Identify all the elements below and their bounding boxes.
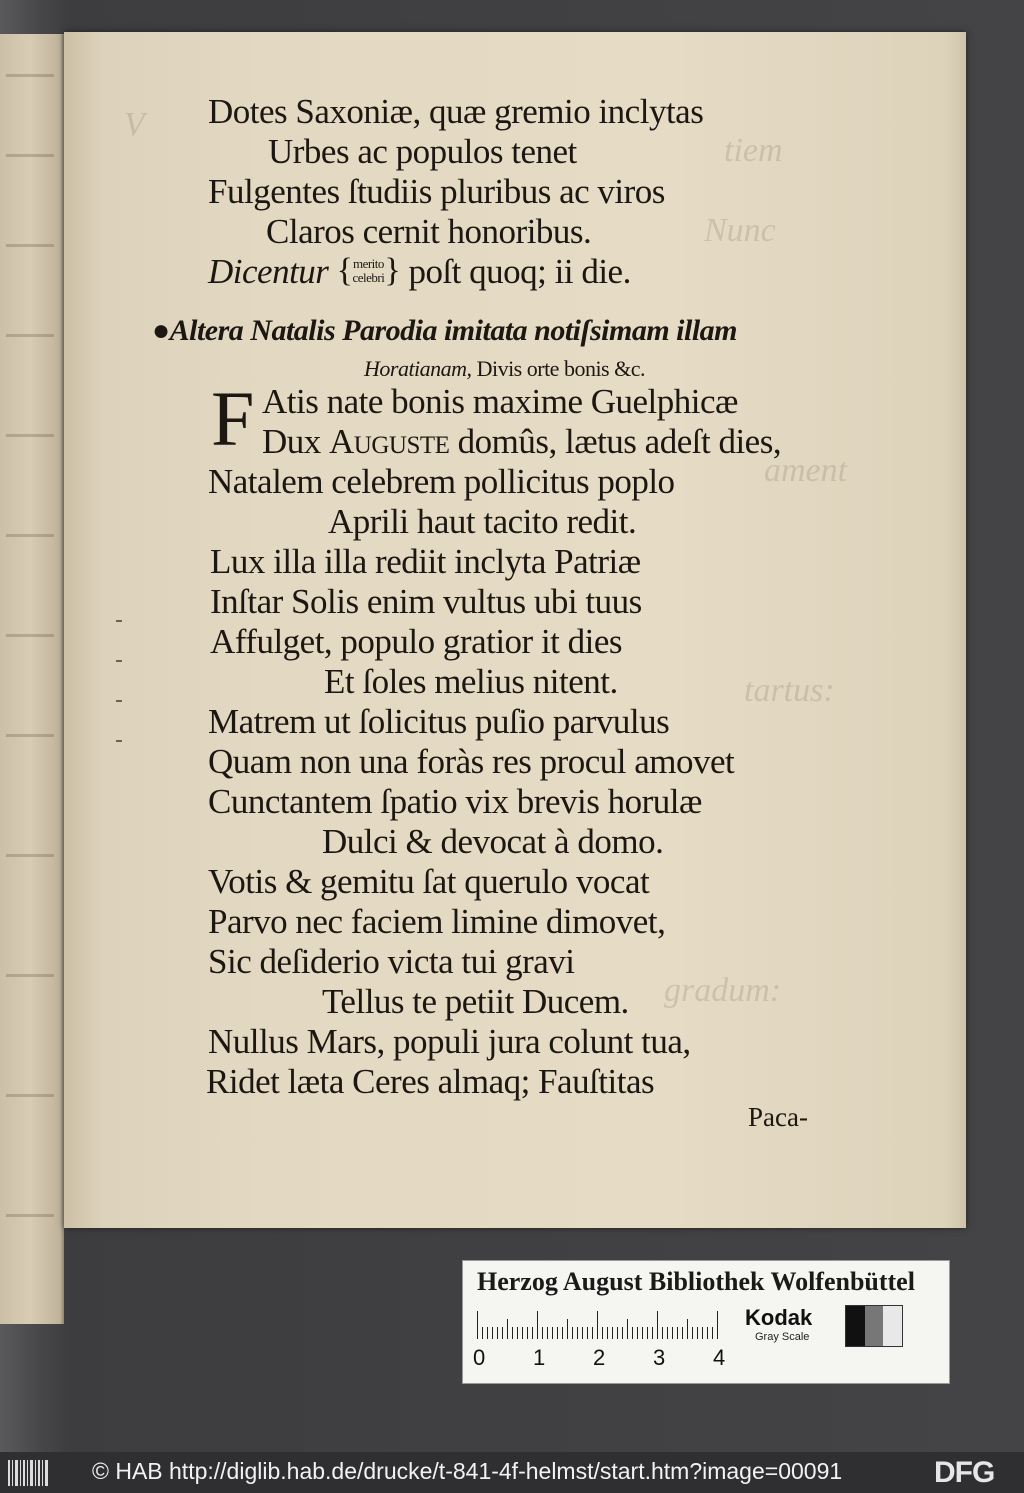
catchword: Paca- — [748, 1102, 808, 1132]
poem-line: Urbes ac populos tenet — [268, 132, 577, 171]
heading-bullet-icon: ● — [152, 314, 170, 347]
ruler-tick — [642, 1327, 643, 1339]
ruler-tick — [697, 1327, 698, 1339]
ruler-tick — [582, 1327, 583, 1339]
ruler-tick — [682, 1327, 683, 1339]
dicentur-end: poſt quoq; ii die. — [408, 252, 631, 291]
ruler-tick — [637, 1327, 638, 1339]
library-color-chart — [462, 1260, 950, 1384]
poem-line: Votis & gemitu ſat querulo vocat — [208, 862, 650, 901]
poem-line: Dotes Saxoniæ, quæ gremio inclytas — [208, 92, 704, 131]
ruler-tick — [507, 1319, 508, 1339]
ruler-tick — [522, 1327, 523, 1339]
ruler-tick — [607, 1327, 608, 1339]
poem-line: Inſtar Solis enim vultus ubi tuus — [210, 582, 642, 621]
ruler-tick — [487, 1327, 488, 1339]
drop-cap: F — [211, 375, 255, 462]
ruler-tick — [692, 1327, 693, 1339]
facing-page-edge — [0, 34, 64, 1324]
ruler-tick — [652, 1327, 653, 1339]
ruler-tick — [547, 1327, 548, 1339]
book-page: V tiem Nunc ament tartus: gradum: — [64, 32, 966, 1228]
ruler-tick — [627, 1319, 628, 1339]
ruler-tick — [567, 1319, 568, 1339]
ruler-tick — [497, 1327, 498, 1339]
ruler-number: 3 — [653, 1345, 666, 1370]
poem-line: Fulgentes ſtudiis pluribus ac viros — [208, 172, 665, 211]
ruler-tick — [532, 1327, 533, 1339]
section-subheading: Horatianam, Divis orte bonis &c. — [364, 356, 645, 381]
ruler-tick — [617, 1327, 618, 1339]
poem-line: Et ſoles melius nitent. — [324, 662, 618, 701]
poem-line: Cunctantem ſpatio vix brevis horulæ — [208, 782, 702, 821]
poem-line: Atis nate bonis maxime Guelphicæ — [262, 382, 738, 421]
poem-line: Sic deſiderio victa tui gravi — [208, 942, 575, 981]
ruler-tick — [612, 1327, 613, 1339]
ruler-tick — [557, 1327, 558, 1339]
poem-line: Nullus Mars, populi jura colunt tua, — [208, 1022, 691, 1061]
gray-scale-label: Gray Scale — [755, 1331, 810, 1343]
ruler-tick — [597, 1311, 598, 1339]
section-heading: ●Altera Natalis Parodia imitata notiſsimam illam — [152, 314, 738, 347]
poem-line: Dux Auguste domûs, lætus adeſt dies, — [262, 422, 782, 461]
ruler-tick — [502, 1327, 503, 1339]
barcode-icon — [8, 1460, 48, 1486]
poem-line: Tellus te petiit Ducem. — [322, 982, 629, 1021]
ruler-tick — [542, 1327, 543, 1339]
ruler-tick — [667, 1327, 668, 1339]
ruler-tick — [527, 1327, 528, 1339]
poem-line: Claros cernit honoribus. — [266, 212, 592, 251]
ruler-tick — [477, 1311, 478, 1339]
ruler-number: 4 — [713, 1345, 726, 1370]
ruler-tick — [517, 1327, 518, 1339]
poem-line: Natalem celebrem pollicitus poplo — [208, 462, 675, 501]
gray-swatch — [865, 1306, 884, 1346]
ruler-tick — [712, 1327, 713, 1339]
poem-line: Quam non una foràs res procul amovet — [208, 742, 735, 781]
ruler-tick — [562, 1327, 563, 1339]
poem-line: Parvo nec faciem limine dimovet, — [208, 902, 666, 941]
copyright-url[interactable]: © HAB http://diglib.hab.de/drucke/t-841-4f-helmst/start.htm?image=00091 — [92, 1458, 843, 1484]
dicentur-word: Dicentur — [208, 252, 329, 291]
library-name: Herzog August Bibliothek Wolfenbüttel — [477, 1267, 915, 1296]
ruler-tick — [677, 1327, 678, 1339]
ruler-tick — [537, 1311, 538, 1339]
poem-line: Aprili haut tacito redit. — [328, 502, 637, 541]
dfg-logo: DFG — [934, 1456, 995, 1489]
ruler-scale — [477, 1311, 737, 1339]
poem-line-with-brace — [208, 252, 631, 296]
ruler-tick — [592, 1327, 593, 1339]
ruler-tick — [492, 1327, 493, 1339]
gray-swatch — [883, 1306, 902, 1346]
ruler-tick — [717, 1311, 718, 1339]
ruler-tick — [587, 1327, 588, 1339]
ruler-tick — [512, 1327, 513, 1339]
ruler-tick — [707, 1327, 708, 1339]
ruler-tick — [672, 1327, 673, 1339]
ruler-tick — [552, 1327, 553, 1339]
ruler-number: 2 — [593, 1345, 606, 1370]
ruler-number: 0 — [473, 1345, 486, 1370]
gray-swatch — [846, 1306, 865, 1346]
poem-line: Affulget, populo gratior it dies — [210, 622, 623, 661]
poem-line: Ridet læta Ceres almaq; Fauſtitas — [206, 1062, 655, 1101]
poem-line: Dulci & devocat à domo. — [322, 822, 664, 861]
brace-bottom-word: celebri — [352, 269, 385, 285]
footer-bar — [0, 1452, 1024, 1493]
duke-name: Auguste — [329, 422, 450, 461]
brace-top-word: merito — [352, 255, 384, 271]
brace-alternatives: {merito celebri} — [336, 251, 401, 289]
gray-swatches — [845, 1305, 903, 1347]
poem-line: Lux illa illa rediit inclyta Patriæ — [210, 542, 641, 581]
ruler-tick — [622, 1327, 623, 1339]
ruler-number: 1 — [533, 1345, 546, 1370]
poem-line: Matrem ut ſolicitus puſio parvulus — [208, 702, 670, 741]
ruler-tick — [572, 1327, 573, 1339]
ruler-tick — [632, 1327, 633, 1339]
ruler-tick — [647, 1327, 648, 1339]
kodak-logo: Kodak — [745, 1305, 813, 1330]
ruler-tick — [602, 1327, 603, 1339]
ruler-tick — [657, 1311, 658, 1339]
ruler-tick — [482, 1327, 483, 1339]
ruler-tick — [702, 1327, 703, 1339]
ruler-tick — [687, 1319, 688, 1339]
ruler-tick — [577, 1327, 578, 1339]
ruler-tick — [662, 1327, 663, 1339]
